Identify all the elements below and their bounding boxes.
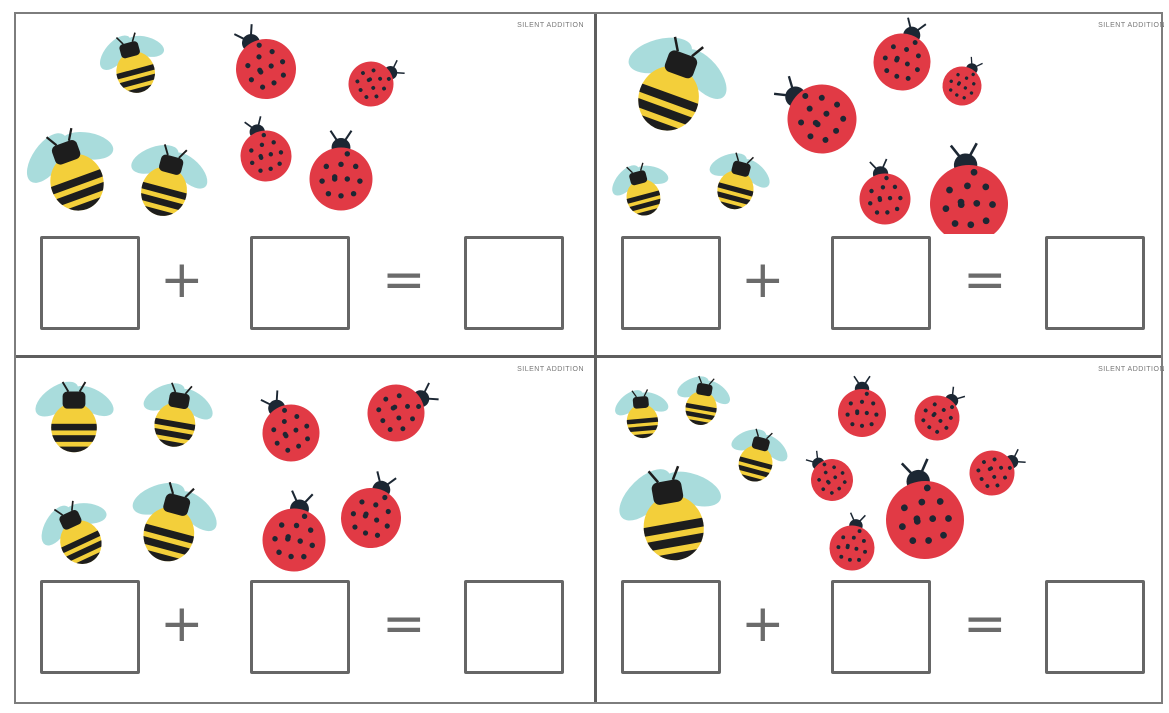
problem-4-illustration [597, 358, 1169, 578]
sum-box[interactable] [464, 236, 564, 330]
ladybug-icon [795, 442, 861, 510]
ladybug-icon [935, 50, 993, 112]
ladybug-group [244, 366, 448, 576]
bee-icon [604, 449, 737, 571]
addend-1-box[interactable] [40, 236, 140, 330]
addend-2-box[interactable] [250, 580, 350, 674]
bee-icon [114, 129, 220, 228]
bee-icon [609, 383, 674, 442]
ladybug-icon [876, 454, 970, 565]
addend-2-box[interactable] [250, 236, 350, 330]
ladybug-icon [310, 131, 373, 211]
plus-sign: + [160, 250, 204, 310]
ladybug-icon [258, 487, 334, 577]
ladybug-icon [229, 111, 299, 189]
bee-icon [602, 151, 680, 224]
bee-icon [30, 375, 119, 453]
equals-sign: = [963, 594, 1007, 654]
bee-group [16, 20, 221, 228]
bee-group [604, 367, 797, 571]
addend-1-box[interactable] [621, 236, 721, 330]
sum-box[interactable] [464, 580, 564, 674]
sum-box[interactable] [1045, 236, 1145, 330]
bee-group [25, 371, 231, 578]
ladybug-icon [905, 377, 976, 450]
equals-sign: = [963, 250, 1007, 310]
plus-sign: + [160, 594, 204, 654]
plus-sign: + [741, 250, 785, 310]
equation-row [621, 580, 1161, 678]
addend-2-box[interactable] [831, 236, 931, 330]
equation-row [621, 236, 1161, 334]
horizontal-divider [16, 355, 1161, 358]
problem-card-1 [16, 14, 594, 354]
ladybug-icon [333, 465, 415, 557]
bee-icon [602, 14, 747, 150]
bee-icon [696, 140, 780, 218]
equals-sign: = [382, 594, 426, 654]
problem-1-illustration [16, 14, 594, 234]
credit-text: SILENT ADDITION [1098, 22, 1165, 29]
worksheet-sheet [14, 12, 1163, 704]
ladybug-icon [759, 59, 870, 168]
vertical-divider [594, 14, 597, 702]
bee-group [602, 14, 780, 224]
bee-icon [16, 107, 136, 228]
bee-icon [25, 483, 127, 578]
addend-1-box[interactable] [40, 580, 140, 674]
addend-2-box[interactable] [831, 580, 931, 674]
equation-row [40, 580, 580, 678]
sum-box[interactable] [1045, 580, 1145, 674]
bee-icon [132, 371, 222, 454]
credit-text: SILENT ADDITION [517, 22, 584, 29]
problem-card-2 [597, 14, 1169, 354]
equals-sign: = [382, 250, 426, 310]
plus-sign: + [741, 594, 785, 654]
ladybug-group [217, 14, 412, 210]
ladybug-group [759, 14, 1011, 234]
bee-icon [88, 20, 177, 103]
ladybug-icon [838, 376, 886, 437]
credit-text: SILENT ADDITION [517, 366, 584, 373]
problem-3-illustration [16, 358, 594, 578]
addend-1-box[interactable] [621, 580, 721, 674]
ladybug-icon [961, 436, 1033, 503]
bee-icon [668, 367, 737, 430]
problem-2-illustration [597, 14, 1169, 234]
ladybug-icon [865, 14, 943, 99]
problem-card-3 [16, 358, 594, 698]
ladybug-icon [925, 141, 1011, 234]
credit-text: SILENT ADDITION [1098, 366, 1165, 373]
ladybug-icon [244, 381, 329, 472]
ladybug-icon [826, 510, 880, 574]
ladybug-icon [217, 14, 307, 110]
ladybug-group [795, 376, 1033, 574]
ladybug-icon [853, 156, 914, 228]
ladybug-icon [357, 366, 448, 451]
equation-row [40, 236, 580, 334]
ladybug-icon [340, 47, 412, 114]
bee-icon [114, 465, 231, 574]
problem-card-4 [597, 358, 1169, 698]
bee-icon [719, 417, 797, 490]
